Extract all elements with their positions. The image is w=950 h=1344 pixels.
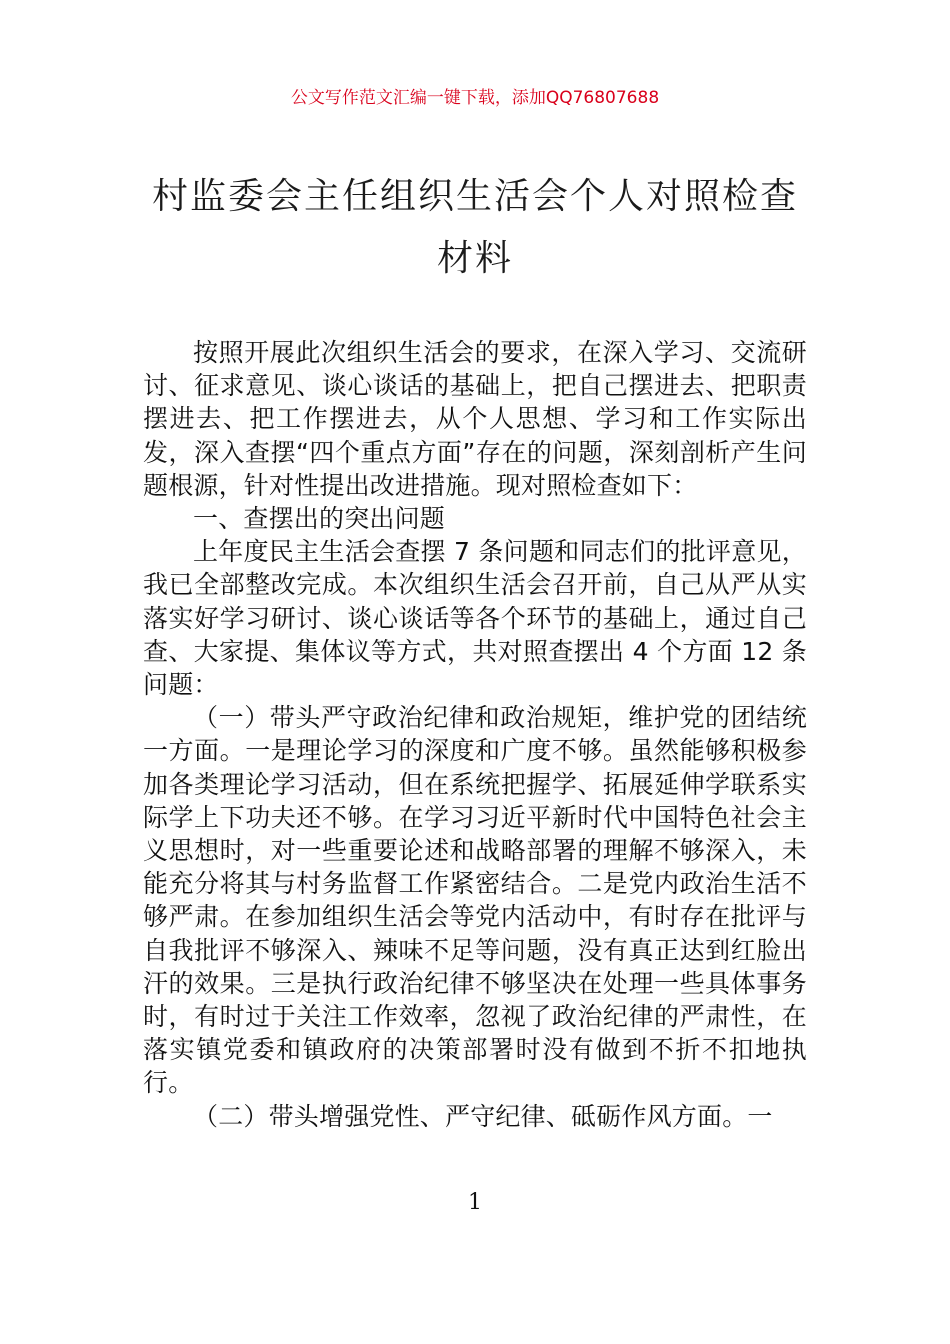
download-banner[interactable]: 公文写作范文汇编一键下载，添加QQ76807688: [290, 88, 660, 108]
page-number: 1: [468, 1190, 482, 1215]
section-heading: 一、查摆出的突出问题: [193, 504, 446, 534]
body-paragraph: 上年度民主生活会查摆 7 条问题和同志们的批评意见，我已全部整改完成。本次组织生活会召开前，自己从严从实落实好学习研讨、谈心谈话等各个环节的基础上，通过自己查、大家提、集体议等方式，共对照查摆出 4 个方面 12 条问题：: [143, 537, 807, 700]
document-title: 村监委会主任组织生活会个人对照检查材料: [151, 176, 798, 279]
intro-paragraph: 按照开展此次组织生活会的要求，在深入学习、交流研讨、征求意见、谈心谈话的基础上，把自己摆进去、把职责摆进去、把工作摆进去，从个人思想、学习和工作实际出发，深入查摆“四个重点方面”存在的问题，深刻剖析产生问题根源，针对性提出改进措施。现对照检查如下：: [143, 338, 807, 500]
body-paragraph: （二）带头增强党性、严守纪律、砥砺作风方面。一: [193, 1101, 773, 1131]
document-body: [143, 336, 807, 1133]
body-paragraph: （一）带头严守政治纪律和政治规矩，维护党的团结统一方面。一是理论学习的深度和广度不够。虽然能够积极参加各类理论学习活动，但在系统把握学、拓展延伸学联系实际学上下功夫还不够。在学习习近平新时代中国特色社会主义思想时，对一些重要论述和战略部署的理解不够深入，未能充分将其与村务监督工作紧密结合。二是党内政治生活不够严肃。在参加组织生活会等党内活动中，有时存在批评与自我批评不够深入、辣味不足等问题，没有真正达到红脸出汗的效果。三是执行政治纪律不够坚决在处理一些具体事务时，有时过于关注工作效率，忽视了政治纪律的严肃性，在落实镇党委和镇政府的决策部署时没有做到不折不扣地执行。: [143, 703, 807, 1098]
